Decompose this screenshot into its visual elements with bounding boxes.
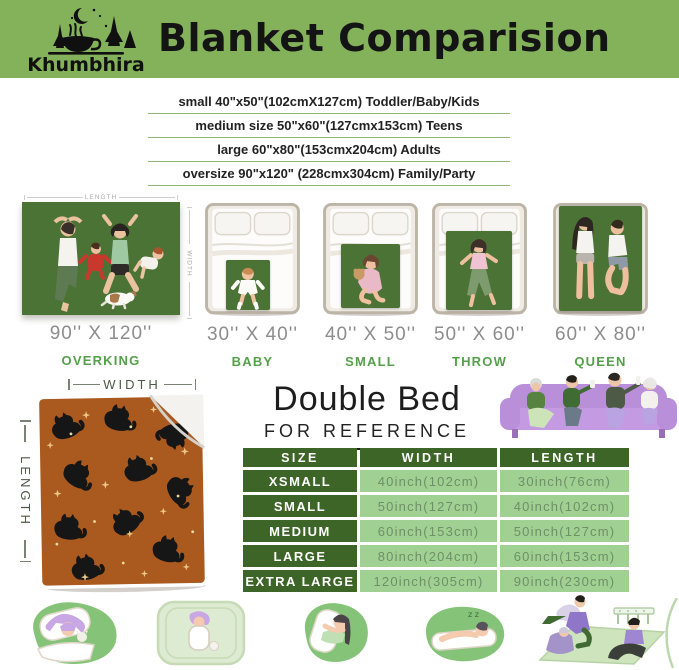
bed-card-overking bbox=[20, 194, 193, 368]
couple-illustration bbox=[559, 206, 642, 311]
bed-name-label: OVERKING bbox=[61, 353, 141, 368]
bed-size-label: 90'' X 120'' bbox=[49, 323, 153, 344]
reference-block bbox=[252, 380, 482, 450]
bed-top-view bbox=[322, 203, 419, 316]
lying-sleeper-illustration bbox=[412, 601, 510, 665]
lying-sleeper bbox=[412, 601, 510, 670]
bed-size-label: 60'' X 80'' bbox=[554, 324, 646, 345]
bed-card-throw bbox=[431, 203, 528, 369]
table-row-width: 120inch(305cm) bbox=[360, 570, 497, 592]
page-title: Blanket Comparision bbox=[158, 16, 611, 60]
length-label: LENGTH bbox=[17, 455, 33, 527]
sleeping-with-cat-illustration bbox=[24, 597, 122, 667]
girl-illustration bbox=[446, 231, 512, 310]
corner-decoration bbox=[657, 598, 679, 668]
table-row-size: SMALL bbox=[243, 495, 357, 517]
family-lying-illustration bbox=[22, 202, 180, 315]
sleep-z-marks: z z bbox=[468, 610, 479, 619]
bed-top-view bbox=[431, 203, 528, 316]
reference-title: Double Bed bbox=[273, 380, 461, 418]
blanket-overlay bbox=[446, 231, 512, 310]
family-picnic bbox=[522, 592, 670, 670]
brand-logo bbox=[26, 2, 146, 76]
couch-family bbox=[498, 366, 679, 454]
bed-card-baby bbox=[204, 203, 301, 369]
bed-top-sleeper bbox=[156, 600, 246, 670]
table-row-length: 90inch(230cm) bbox=[500, 570, 629, 592]
cat-blanket-product bbox=[34, 392, 209, 595]
pillow-hugger-illustration bbox=[295, 596, 375, 668]
couch-family-illustration bbox=[498, 366, 679, 454]
bed-top-view bbox=[204, 203, 301, 316]
bed-size-label: 50'' X 60'' bbox=[433, 324, 525, 345]
pillow-hugger bbox=[295, 596, 375, 670]
width-label-mini: WIDTH bbox=[186, 249, 193, 277]
header-banner bbox=[0, 0, 679, 78]
size-line-small: small 40"x50"(102cmX127cm) Toddler/Baby/Kids bbox=[148, 90, 510, 114]
overking-blanket-photo bbox=[22, 202, 180, 315]
bed-card-small bbox=[322, 203, 419, 369]
table-row-width: 80inch(204cm) bbox=[360, 545, 497, 567]
table-row-size: EXTRA LARGE bbox=[243, 570, 357, 592]
table-row-length: 50inch(127cm) bbox=[500, 520, 629, 542]
table-row-length: 40inch(102cm) bbox=[500, 495, 629, 517]
size-line-oversize: oversize 90"x120" (228cmx304cm) Family/Party bbox=[148, 162, 510, 186]
cat-blanket-illustration bbox=[34, 392, 209, 595]
length-arrow bbox=[16, 420, 34, 562]
sleeping-with-cat bbox=[24, 597, 122, 670]
table-row-size: XSMALL bbox=[243, 470, 357, 492]
table-row-length: 60inch(153cm) bbox=[500, 545, 629, 567]
bed-name-label: QUEEN bbox=[574, 354, 627, 369]
table-row-length: 30inch(76cm) bbox=[500, 470, 629, 492]
reference-subtitle: FOR REFERENCE bbox=[263, 421, 470, 441]
sleeping-girl-illustration bbox=[341, 244, 399, 308]
table-header-width: WIDTH bbox=[360, 448, 497, 467]
table-row-width: 60inch(153cm) bbox=[360, 520, 497, 542]
width-arrow-mini bbox=[185, 207, 194, 319]
family-picnic-illustration bbox=[522, 592, 670, 670]
blanket-overlay bbox=[341, 244, 399, 308]
size-line-medium: medium size 50"x60"(127cmx153cm) Teens bbox=[148, 114, 510, 138]
table-header-size: SIZE bbox=[243, 448, 357, 467]
length-arrow-mini bbox=[24, 194, 178, 201]
size-list bbox=[148, 90, 510, 186]
logo-icon bbox=[26, 2, 146, 58]
blanket-overlay bbox=[559, 206, 642, 311]
bed-name-label: THROW bbox=[451, 354, 508, 369]
table-header-length: LENGTH bbox=[500, 448, 629, 467]
size-table bbox=[243, 448, 629, 592]
bed-size-label: 40'' X 50'' bbox=[324, 324, 416, 345]
bed-top-sleeper-illustration bbox=[156, 600, 246, 666]
table-row-size: LARGE bbox=[243, 545, 357, 567]
blanket-overlay bbox=[226, 260, 270, 311]
bed-name-label: SMALL bbox=[345, 354, 396, 369]
bed-card-queen bbox=[552, 203, 649, 369]
length-label-mini: LENGTH bbox=[84, 194, 118, 201]
baby-illustration bbox=[226, 260, 270, 311]
width-label: WIDTH bbox=[103, 377, 161, 392]
brand-name: Khumbhira bbox=[27, 54, 145, 76]
bed-size-label: 30'' X 40'' bbox=[206, 324, 298, 345]
width-arrow bbox=[68, 377, 196, 392]
table-row-size: MEDIUM bbox=[243, 520, 357, 542]
bed-name-label: BABY bbox=[231, 354, 274, 369]
bed-top-view bbox=[552, 203, 649, 316]
table-row-width: 40inch(102cm) bbox=[360, 470, 497, 492]
table-row-width: 50inch(127cm) bbox=[360, 495, 497, 517]
size-line-large: large 60"x80"(153cmx204cm) Adults bbox=[148, 138, 510, 162]
